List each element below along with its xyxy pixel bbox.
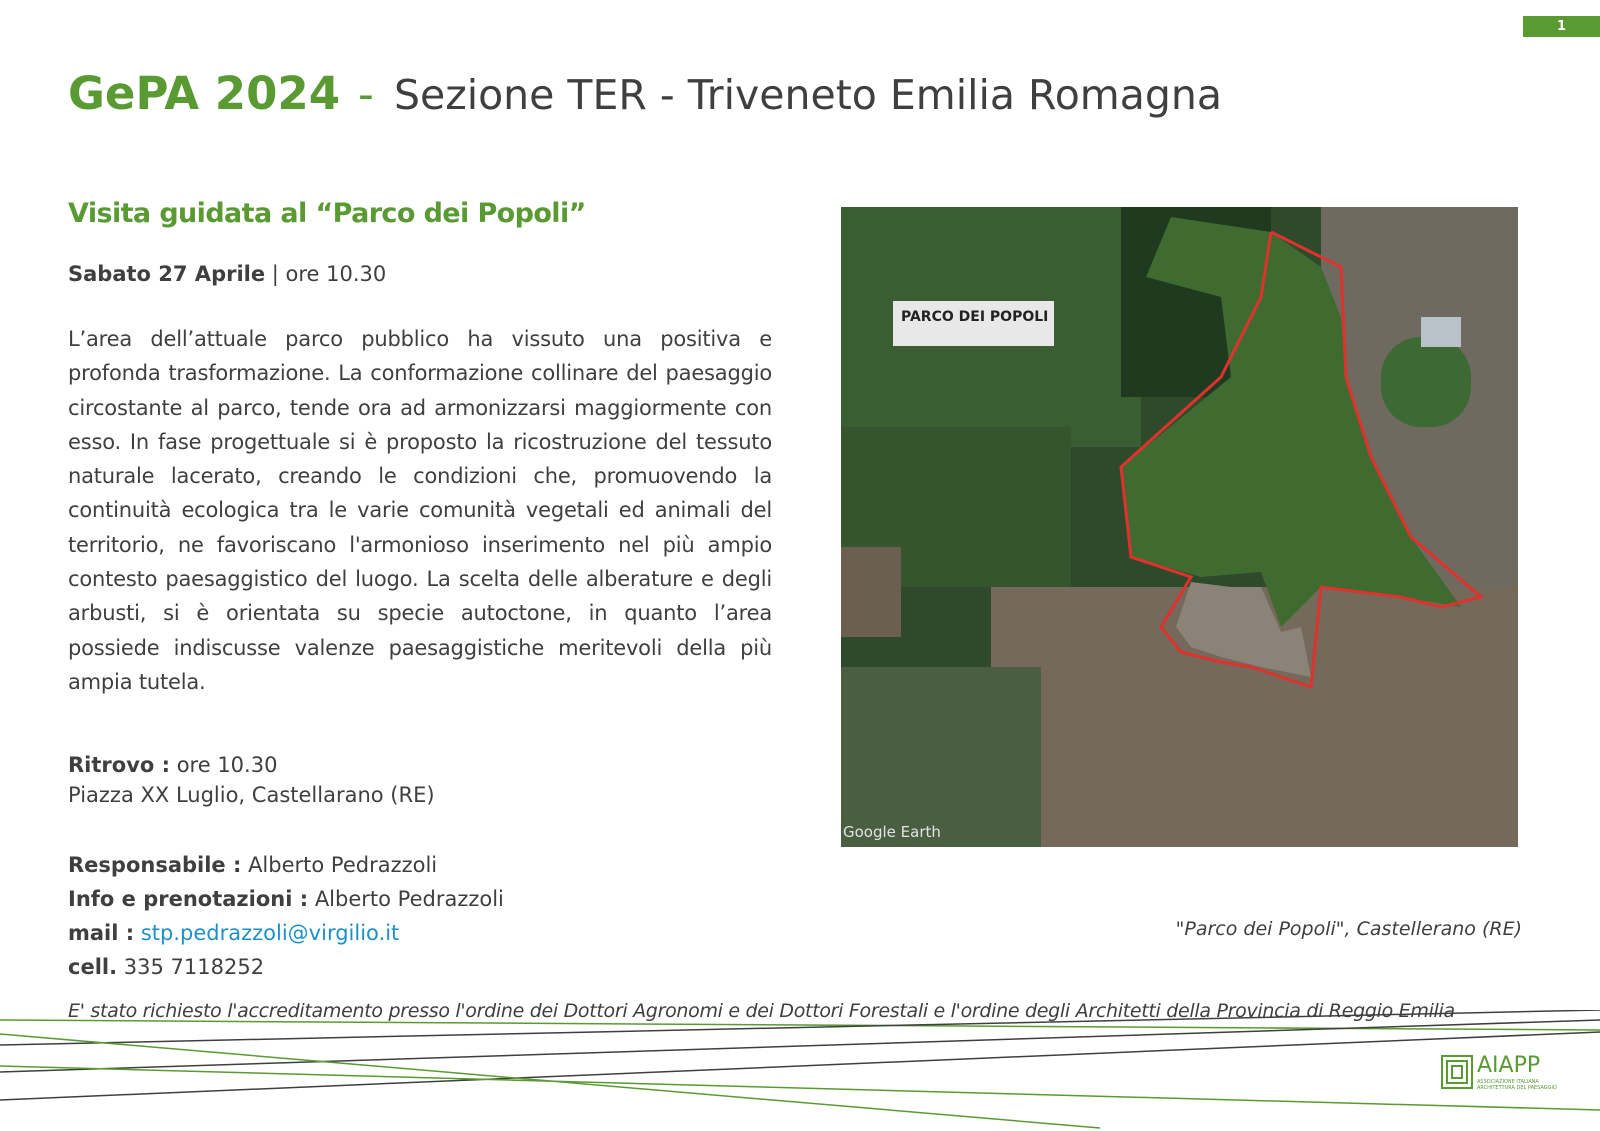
- mail-label: mail :: [68, 921, 135, 945]
- responsabile-label: Responsabile :: [68, 853, 242, 877]
- aiapp-logo: [1441, 1055, 1561, 1095]
- page-number-badge: 1: [1523, 16, 1600, 37]
- meeting-place: Piazza XX Luglio, Castellarano (RE): [68, 783, 435, 807]
- meeting-label: Ritrovo :: [68, 753, 171, 777]
- event-date: Sabato 27 Aprile: [68, 262, 266, 286]
- satellite-map: [841, 207, 1518, 847]
- responsabile-value: Alberto Pedrazzoli: [248, 853, 438, 877]
- map-label: PARCO DEI POPOLI: [893, 301, 1054, 346]
- contacts-block: [68, 848, 504, 984]
- event-description: L’area dell’attuale parco pubblico ha vissuto una positiva e profonda trasformazione. La conformazione collinare del paesaggio circostante al parco, tende ora ad armonizzarsi maggiormente con esso. In fase progettuale si è proposto la ricostruzione del tessuto naturale lacerato, creando le condizioni che, promuovendo la continuità ecologica tra le varie comunità vegetali ed animali del territorio, ne favoriscano l'armonioso inserimento nel più ampio contesto paesaggistico del luogo. La scelta delle alberature e degli arbusti, si è orientata su specie autoctone, in quanto l’area possiede indiscusse valenze paesaggistiche meritevoli della più ampia tutela.: [68, 327, 772, 694]
- event-date-line: [68, 262, 386, 286]
- aiapp-logo-text: AIAPP: [1477, 1053, 1541, 1078]
- accreditation-note: E' stato richiesto l'accreditamento presso l'ordine dei Dottori Agronomi e dei Dottori Forestali e l'ordine degli Architetti della Provincia di Reggio Emilia: [68, 1000, 1455, 1022]
- info-value: Alberto Pedrazzoli: [314, 887, 504, 911]
- meeting-time: ore 10.30: [170, 753, 278, 777]
- map-caption: "Parco dei Popoli", Castellerano (RE): [1175, 918, 1522, 940]
- title-section: Sezione TER - Triveneto Emilia Romagna: [393, 71, 1222, 119]
- cell-line: [68, 950, 504, 984]
- responsabile-line: [68, 848, 504, 882]
- aiapp-logo-subtitle: ASSOCIAZIONE ITALIANA ARCHITETTURA DEL PAESAGGIO: [1477, 1079, 1557, 1091]
- title-event-name: GePA 2024: [68, 67, 341, 120]
- info-label: Info e prenotazioni :: [68, 887, 309, 911]
- page-title: [68, 64, 1222, 125]
- cell-label: cell.: [68, 955, 118, 979]
- info-line: [68, 882, 504, 916]
- meeting-line: [68, 750, 435, 780]
- event-time: | ore 10.30: [265, 262, 387, 286]
- meeting-block: [68, 750, 435, 810]
- mail-link[interactable]: stp.pedrazzoli@virgilio.it: [140, 921, 400, 945]
- cell-value: 335 7118252: [123, 955, 265, 979]
- map-watermark: Google Earth: [843, 823, 941, 841]
- mail-line: [68, 916, 504, 950]
- footer-decorative-lines: [0, 1010, 1600, 1131]
- title-dash: -: [358, 69, 374, 120]
- event-title: Visita guidata al “Parco dei Popoli”: [68, 198, 586, 229]
- aiapp-logo-icon: [1441, 1055, 1473, 1089]
